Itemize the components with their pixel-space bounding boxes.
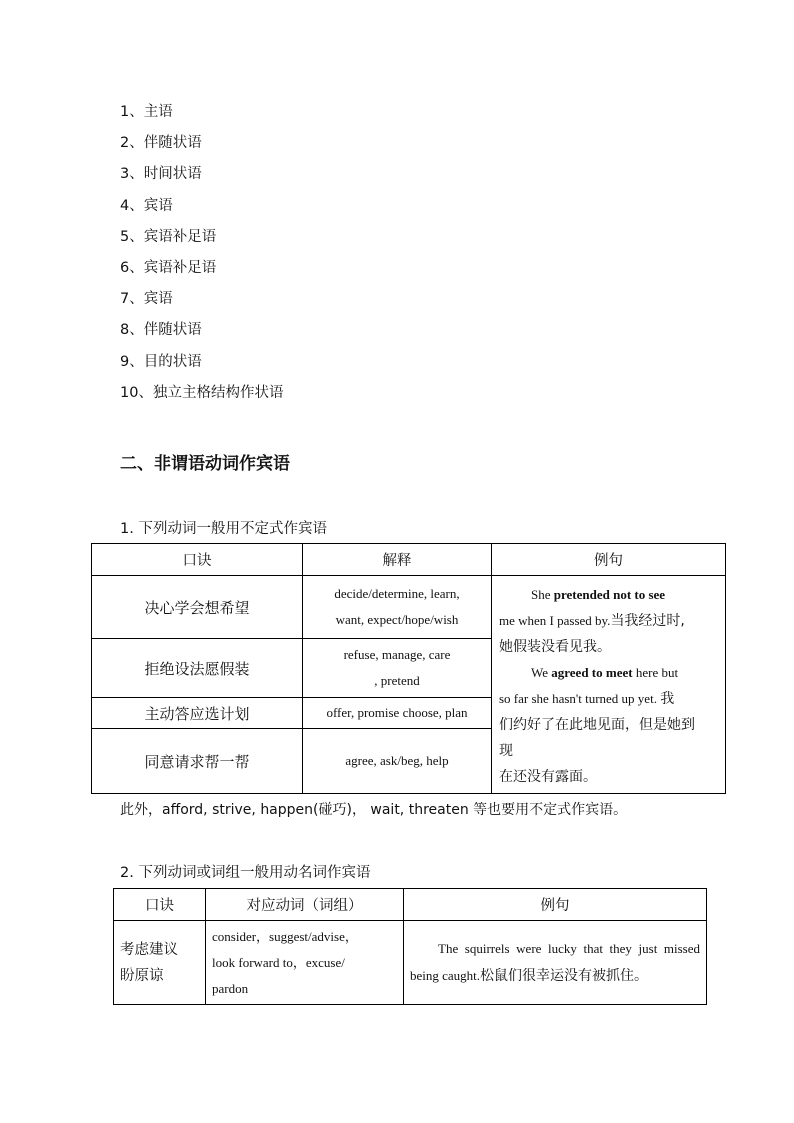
example-cell [492, 576, 726, 794]
list-item: 6、宾语补足语 [120, 259, 217, 276]
list-item: 1、主语 [120, 104, 173, 120]
verbs-line: pardon [212, 980, 249, 996]
header-example: 例句 [492, 544, 726, 576]
example-line: 在还没有露面。 [499, 769, 597, 785]
example-line: 她假装没看见我。 [499, 639, 611, 655]
mnemonic-line: 考虑建议 [120, 941, 178, 958]
list-item: 5、宾语补足语 [120, 228, 217, 245]
example-line: me when I passed by.当我经过时, [499, 613, 685, 629]
answer-list [120, 99, 283, 411]
header-explanation: 解释 [303, 544, 492, 576]
list-item: 7、宾语 [120, 291, 173, 308]
list-item: 4、宾语 [120, 197, 173, 214]
list-item: 9、目的状语 [120, 353, 202, 370]
verbs-line: consider，suggest/advise， [212, 928, 358, 944]
explanation-line: decide/determine, learn, [334, 586, 460, 601]
header-mnemonic: 口诀 [92, 544, 303, 576]
example-chinese: 松鼠们很幸运没有被抓住。 [480, 968, 649, 984]
explanation-cell: offer, promise choose, plan [303, 698, 492, 729]
explanation-cell [303, 576, 492, 639]
explanation-cell: agree, ask/beg, help [303, 729, 492, 794]
explanation-line: refuse, manage, care [343, 647, 451, 662]
list-item: 8、伴随状语 [120, 322, 202, 339]
explanation-line: want, expect/hope/wish [335, 612, 459, 627]
infinitive-object-table [91, 543, 726, 794]
example-line: so far she hasn't turned up yet. 我 [499, 691, 675, 707]
supplementary-note: 此外，afford, strive, happen(碰巧)， wait, threaten 等也要用不定式作宾语。 [120, 802, 628, 818]
list-item: 10、独立主格结构作状语 [120, 384, 284, 401]
table-row [114, 921, 707, 1005]
example-line: 现 [499, 743, 513, 759]
explanation-line: , pretend [374, 673, 420, 688]
explanation-cell [303, 639, 492, 698]
header-mnemonic: 口诀 [114, 889, 206, 921]
table-row [92, 576, 726, 639]
header-example: 例句 [404, 889, 707, 921]
mnemonic-cell: 拒绝设法愿假装 [92, 639, 303, 698]
mnemonic-cell: 决心学会想希望 [92, 576, 303, 639]
list-item: 3、时间状语 [120, 166, 202, 183]
example-english: The squirrels were lucky that they just missed being caught. [410, 941, 700, 983]
list-item: 2、伴随状语 [120, 135, 202, 152]
section-title: 二、非谓语动词作宾语 [120, 454, 290, 474]
example-cell [404, 921, 707, 1005]
mnemonic-cell: 主动答应选计划 [92, 698, 303, 729]
gerund-object-table [113, 888, 707, 1005]
example-line: She pretended not to see [531, 587, 666, 602]
verbs-line: look forward to，excuse/ [212, 954, 345, 970]
header-verbs: 对应动词（词组） [206, 889, 404, 921]
verbs-cell [206, 921, 404, 1005]
mnemonic-line: 盼原谅 [120, 967, 164, 984]
mnemonic-cell [114, 921, 206, 1005]
part2-title: 2. 下列动词或词组一般用动名词作宾语 [120, 865, 371, 881]
example-line: We agreed to meet here but [531, 665, 679, 680]
example-line: 们约好了在此地见面，但是她到 [499, 717, 695, 733]
part1-title: 1. 下列动词一般用不定式作宾语 [120, 521, 327, 537]
mnemonic-cell: 同意请求帮一帮 [92, 729, 303, 794]
